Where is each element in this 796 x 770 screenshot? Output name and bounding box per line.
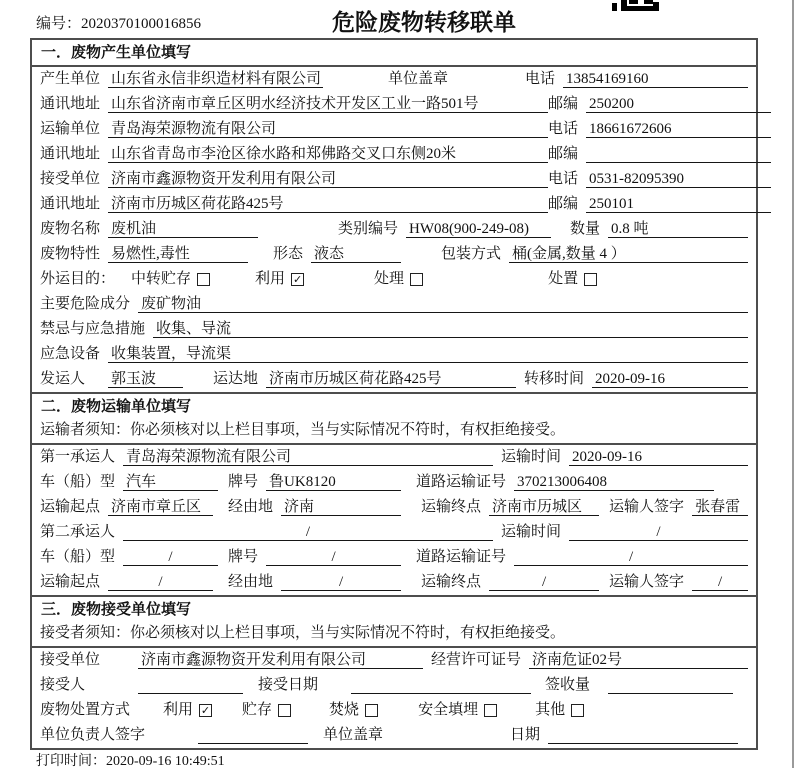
row-emergency-equipment	[32, 342, 756, 367]
row-vehicle2	[32, 545, 756, 570]
first-carrier-label: 第一承运人	[40, 449, 116, 465]
section3-header: 三．废物接受单位填写	[32, 595, 756, 623]
waste-name-label: 废物名称	[40, 221, 101, 237]
second-carrier-value: /	[123, 523, 493, 541]
section2-header: 二．废物运输单位填写	[32, 392, 756, 420]
via2-value: /	[281, 573, 401, 591]
receiver-phone-label: 电话	[548, 171, 579, 187]
producer-address-label: 通讯地址	[40, 96, 101, 112]
carrier-signature1-label: 运输人签字	[609, 499, 685, 515]
row-taboo-measures	[32, 317, 756, 342]
vehicle-type1-value: 汽车	[123, 473, 218, 491]
doc-title: 危险废物转移联单	[332, 9, 516, 35]
carrier-signature2-value: /	[692, 573, 748, 591]
shipper-label: 发运人	[40, 371, 86, 387]
producer-value: 山东省永信非织造材料有限公司	[108, 70, 323, 88]
disposal-other-label: 其他	[535, 702, 566, 718]
producer-phone-value: 13854169160	[563, 70, 748, 88]
road-permit2-value: /	[514, 548, 748, 566]
checkbox-disposal-other	[571, 704, 584, 717]
disposal-incinerate-label: 焚烧	[329, 702, 360, 718]
print-time-label: 打印时间：	[36, 754, 106, 769]
checkbox-disposal-landfill	[484, 704, 497, 717]
checkbox-disposal-store	[278, 704, 291, 717]
disposal-store-label: 贮存	[242, 702, 273, 718]
row-hazard-component	[32, 292, 756, 317]
date2-value	[548, 726, 738, 744]
transporter-notice-text: 运输者须知：你必须核对以上栏目事项，当与实际情况不符时，有权拒绝接受。	[40, 422, 566, 438]
receiver-phone-value: 0531-82095390	[586, 170, 771, 188]
section1-header: 一．废物产生单位填写	[32, 40, 756, 67]
unit-seal2-label: 单位盖章	[323, 727, 384, 743]
transport-time1-label: 运输时间	[501, 449, 562, 465]
origin1-label: 运输起点	[40, 499, 101, 515]
package-label: 包装方式	[441, 246, 502, 262]
transporter-label: 运输单位	[40, 121, 101, 137]
row-receiver-notice	[32, 623, 756, 648]
carrier-signature2-label: 运输人签字	[609, 574, 685, 590]
checkbox-utilize-checked: ✓	[292, 273, 303, 286]
shipper-value: 郭玉波	[108, 370, 183, 388]
category-label: 类别编号	[338, 221, 399, 237]
row-accept-unit	[32, 648, 756, 673]
transport-time2-label: 运输时间	[501, 524, 562, 540]
row-producer-address	[32, 92, 756, 117]
disposal-method-label: 废物处置方式	[40, 702, 131, 718]
purpose-option-transfer-storage	[131, 270, 210, 288]
plate1-label: 牌号	[228, 474, 259, 490]
road-permit1-label: 道路运输证号	[416, 474, 507, 490]
disposal-utilize-label: 利用	[163, 702, 194, 718]
license-label: 经营许可证号	[431, 652, 522, 668]
row-accept-person	[32, 673, 756, 698]
disposal-option-other	[535, 701, 584, 719]
quantity-value: 0.8 吨	[608, 220, 748, 238]
purpose-option-utilize	[255, 270, 304, 288]
transporter-address-value: 山东省青岛市李沧区徐水路和郑佛路交叉口东侧20米	[108, 145, 548, 163]
accept-unit-value: 济南市鑫源物资开发利用有限公司	[138, 651, 423, 669]
endpoint2-value: /	[489, 573, 599, 591]
endpoint1-label: 运输终点	[421, 499, 482, 515]
taboo-measures-label: 禁忌与应急措施	[40, 321, 146, 337]
waste-character-label: 废物特性	[40, 246, 101, 262]
plate2-value: /	[266, 548, 401, 566]
row-receiver	[32, 167, 756, 192]
doc-number-value: 2020370100016856	[81, 16, 202, 32]
vehicle-type1-label: 车（船）型	[40, 474, 116, 490]
taboo-measures-value: 收集、导流	[153, 320, 748, 338]
via1-value: 济南	[281, 498, 401, 516]
endpoint1-value: 济南市历城区	[489, 498, 599, 516]
row-first-carrier	[32, 445, 756, 470]
origin1-value: 济南市章丘区	[108, 498, 213, 516]
origin2-value: /	[108, 573, 213, 591]
transport-time2-value: /	[569, 523, 748, 541]
endpoint2-label: 运输终点	[421, 574, 482, 590]
transfer-time-value: 2020-09-16	[592, 370, 748, 388]
second-carrier-label: 第二承运人	[40, 524, 116, 540]
via2-label: 经由地	[228, 574, 274, 590]
first-carrier-value: 青岛海荣源物流有限公司	[123, 448, 493, 466]
emergency-equipment-value: 收集装置，导流渠	[108, 345, 748, 363]
transfer-time-label: 转移时间	[524, 371, 585, 387]
disposal-option-landfill	[418, 701, 497, 719]
form-label: 形态	[273, 246, 304, 262]
accept-date-label: 接受日期	[258, 677, 319, 693]
date2-label: 日期	[509, 727, 540, 743]
form-value: 液态	[311, 245, 401, 263]
purpose-treat-label: 处理	[374, 271, 405, 287]
accept-date-value	[351, 676, 531, 694]
origin2-label: 运输起点	[40, 574, 101, 590]
disposal-landfill-label: 安全填埋	[418, 702, 479, 718]
producer-zip-label: 邮编	[548, 96, 579, 112]
receiver-notice-text: 接受者须知：你必须核对以上栏目事项，当与实际情况不符时，有权拒绝接受。	[40, 625, 566, 641]
transporter-phone-value: 18661672606	[586, 120, 771, 138]
waste-character-value: 易燃性,毒性	[108, 245, 248, 263]
checkbox-disposal-incinerate	[365, 704, 378, 717]
carrier-signature1-value: 张春雷	[692, 498, 748, 516]
receiver-zip-label: 邮编	[548, 196, 579, 212]
producer-address-value: 山东省济南市章丘区明水经济技术开发区工业一路501号	[108, 95, 548, 113]
doc-number-label: 编号：	[36, 16, 82, 32]
manifest-form	[30, 38, 758, 750]
quantity-label: 数量	[569, 221, 600, 237]
row-waste-name	[32, 217, 756, 242]
road-permit1-value: 370213006408	[514, 473, 714, 491]
row-disposal-method	[32, 698, 756, 723]
receiver-address-value: 济南市历城区荷花路425号	[108, 195, 548, 213]
license-value: 济南危证02号	[529, 651, 748, 669]
disposal-option-utilize	[163, 701, 212, 719]
producer-zip-value: 250200	[586, 95, 771, 113]
row-transporter	[32, 117, 756, 142]
plate1-value: 鲁UK8120	[266, 473, 401, 491]
producer-label: 产生单位	[40, 71, 101, 87]
unit-seal-label: 单位盖章	[388, 71, 449, 87]
receiver-address-label: 通讯地址	[40, 196, 101, 212]
checkbox-treat	[410, 273, 423, 286]
category-value: HW08(900-249-08)	[406, 220, 551, 238]
checkbox-dispose	[584, 273, 597, 286]
transporter-zip-label: 邮编	[548, 146, 579, 162]
purpose-option-treat	[374, 270, 423, 288]
checkbox-disposal-utilize-checked: ✓	[200, 704, 211, 717]
receiver-value: 济南市鑫源物资开发利用有限公司	[108, 170, 548, 188]
disposal-option-store	[242, 701, 291, 719]
accept-person-value	[138, 676, 243, 694]
transporter-value: 青岛海荣源物流有限公司	[108, 120, 548, 138]
transporter-phone-label: 电话	[548, 121, 579, 137]
row-receiver-address	[32, 192, 756, 217]
responsible-signature-label: 单位负责人签字	[40, 727, 146, 743]
row-transporter-address	[32, 142, 756, 167]
received-amount-label: 签收量	[544, 677, 590, 693]
receiver-label: 接受单位	[40, 171, 101, 187]
print-time	[36, 750, 225, 770]
doc-number	[36, 12, 201, 33]
print-time-value: 2020-09-16 10:49:51	[106, 754, 225, 769]
purpose-option-dispose	[548, 270, 597, 288]
emergency-equipment-label: 应急设备	[40, 346, 101, 362]
via1-label: 经由地	[228, 499, 274, 515]
row-vehicle1	[32, 470, 756, 495]
transfer-purpose-label: 外运目的：	[40, 271, 116, 287]
accept-unit-label: 接受单位	[40, 652, 101, 668]
hazard-component-label: 主要危险成分	[40, 296, 131, 312]
purpose-utilize-label: 利用	[255, 271, 286, 287]
road-permit2-label: 道路运输证号	[416, 549, 507, 565]
qr-code-fragment	[612, 0, 666, 11]
purpose-transfer-storage-label: 中转贮存	[131, 271, 192, 287]
hazard-component-value: 废矿物油	[138, 295, 748, 313]
accept-person-label: 接受人	[40, 677, 86, 693]
destination-label: 运达地	[213, 371, 259, 387]
vehicle-type2-label: 车（船）型	[40, 549, 116, 565]
vehicle-type2-value: /	[123, 548, 218, 566]
transport-time1-value: 2020-09-16	[569, 448, 748, 466]
destination-value: 济南市历城区荷花路425号	[266, 370, 516, 388]
responsible-signature-value	[198, 726, 308, 744]
row-route1	[32, 495, 756, 520]
row-route2	[32, 570, 756, 595]
row-responsible-signature	[32, 723, 756, 748]
row-second-carrier	[32, 520, 756, 545]
row-transporter-notice	[32, 420, 756, 445]
receiver-zip-value: 250101	[586, 195, 771, 213]
transporter-address-label: 通讯地址	[40, 146, 101, 162]
row-transfer-purpose	[32, 267, 756, 292]
waste-name-value: 废机油	[108, 220, 258, 238]
received-amount-value	[608, 676, 733, 694]
package-value: 桶(金属,数量 4 ）	[509, 245, 748, 263]
producer-phone-label: 电话	[524, 71, 555, 87]
row-producer	[32, 67, 756, 92]
disposal-option-incinerate	[329, 701, 378, 719]
purpose-dispose-label: 处置	[548, 271, 579, 287]
row-waste-character	[32, 242, 756, 267]
plate2-label: 牌号	[228, 549, 259, 565]
checkbox-transfer-storage	[197, 273, 210, 286]
transporter-zip-value	[586, 145, 771, 163]
page-right-edge	[792, 0, 794, 768]
row-shipper	[32, 367, 756, 392]
